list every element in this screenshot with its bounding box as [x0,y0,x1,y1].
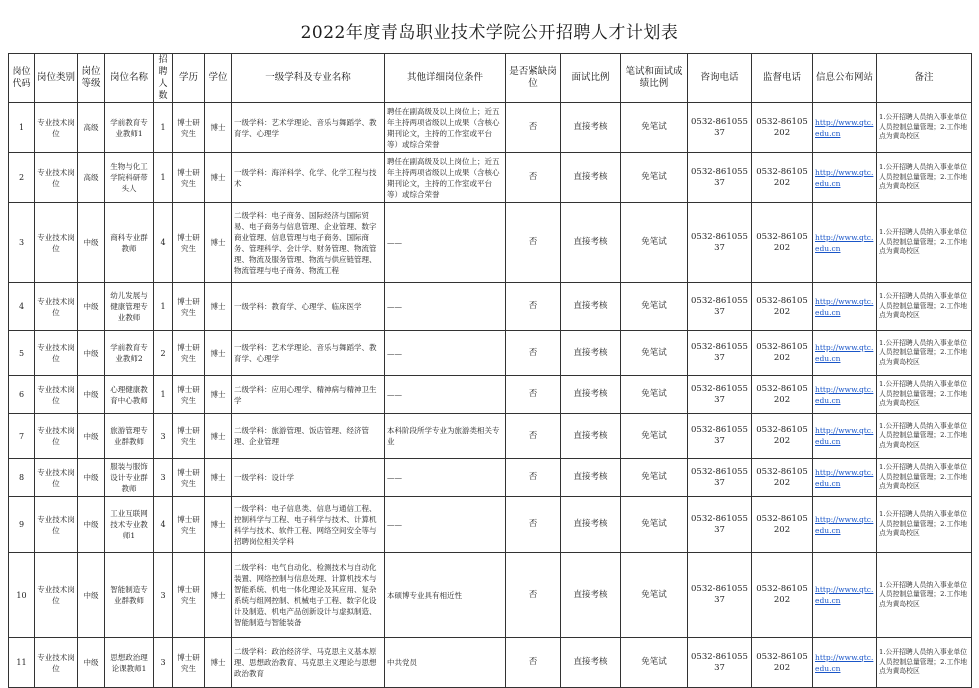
row-conditions: 本科阶段所学专业为旅游类相关专业 [385,414,506,459]
row-degree: 博士 [205,497,232,553]
table-row [9,376,972,414]
row-website-link [813,553,877,638]
row-score-ratio: 免笔试 [621,103,688,153]
row-supervise-phone: 0532-86105202 [752,553,813,638]
row-interview-ratio: 直接考核 [561,103,621,153]
header-interview-ratio: 面试比例 [561,54,621,103]
row-education: 博士研究生 [173,553,205,638]
row-score-ratio: 免笔试 [621,153,688,203]
row-website-link [813,331,877,376]
row-conditions: —— [385,376,506,414]
row-code: 11 [9,638,35,688]
website-link[interactable]: http://www.qtc.edu.cn [815,117,874,138]
row-education: 博士研究生 [173,414,205,459]
row-level: 中级 [78,638,105,688]
row-website-link [813,638,877,688]
row-name: 商科专业群教师 [105,203,154,283]
row-conditions: 聘任在副高级及以上岗位上；近五年主持两项省级以上成果（含核心期刊论文，主持的工作室或平台等）或综合荣誉 [385,103,506,153]
row-phone: 0532-86105537 [688,553,752,638]
row-remarks: 1.公开招聘人员纳入事业单位人员控制总量管理；2.工作地点为黄岛校区 [877,459,972,497]
row-code: 10 [9,553,35,638]
row-shortage: 否 [506,459,561,497]
row-website-link [813,414,877,459]
row-supervise-phone: 0532-86105202 [752,331,813,376]
row-website-link [813,376,877,414]
row-interview-ratio: 直接考核 [561,153,621,203]
row-name: 学前教育专业教师2 [105,331,154,376]
row-major: 一级学科：教育学、心理学、临床医学 [232,283,385,331]
row-education: 博士研究生 [173,103,205,153]
row-interview-ratio: 直接考核 [561,331,621,376]
row-major: 二级学科：电子商务、国际经济与国际贸易、电子商务与信息管理、企业管理、数字商业管理、信息管理与电子商务、国际商务、管理科学、会计学、财务管理、物流管理、物流及服务管理、物流与供应链管理、物流管理与电子商务、物流工程 [232,203,385,283]
row-education: 博士研究生 [173,331,205,376]
row-shortage: 否 [506,497,561,553]
row-category: 专业技术岗位 [35,376,78,414]
row-conditions: —— [385,283,506,331]
header-website: 信息公布网站 [813,54,877,103]
website-link[interactable]: http://www.qtc.edu.cn [815,514,874,535]
table-row [9,203,972,283]
row-category: 专业技术岗位 [35,414,78,459]
table-row [9,331,972,376]
row-code: 5 [9,331,35,376]
row-level: 中级 [78,414,105,459]
row-interview-ratio: 直接考核 [561,203,621,283]
header-supervise-phone: 监督电话 [752,54,813,103]
row-major: 一级学科：电子信息类、信息与通信工程、控制科学与工程、电子科学与技术、计算机科学与技术、软件工程、网络空间安全等与招聘岗位相关学科 [232,497,385,553]
website-link[interactable]: http://www.qtc.edu.cn [815,232,874,253]
row-code: 3 [9,203,35,283]
row-remarks: 1.公开招聘人员纳入事业单位人员控制总量管理；2.工作地点为黄岛校区 [877,553,972,638]
website-link[interactable]: http://www.qtc.edu.cn [815,343,874,363]
row-major: 一级学科：艺术学理论、音乐与舞蹈学、教育学、心理学 [232,331,385,376]
row-remarks: 1.公开招聘人员纳入事业单位人员控制总量管理；2.工作地点为黄岛校区 [877,153,972,203]
row-interview-ratio: 直接考核 [561,376,621,414]
row-phone: 0532-86105537 [688,203,752,283]
row-degree: 博士 [205,203,232,283]
row-score-ratio: 免笔试 [621,283,688,331]
row-degree: 博士 [205,376,232,414]
row-education: 博士研究生 [173,203,205,283]
row-category: 专业技术岗位 [35,153,78,203]
row-conditions: 中共党员 [385,638,506,688]
row-name: 服装与服饰设计专业群教师 [105,459,154,497]
header-shortage: 是否紧缺岗位 [506,54,561,103]
row-count: 1 [154,376,173,414]
row-supervise-phone: 0532-86105202 [752,203,813,283]
row-phone: 0532-86105537 [688,376,752,414]
row-degree: 博士 [205,331,232,376]
row-interview-ratio: 直接考核 [561,638,621,688]
row-level: 中级 [78,497,105,553]
row-shortage: 否 [506,103,561,153]
row-code: 6 [9,376,35,414]
row-phone: 0532-86105537 [688,331,752,376]
row-level: 中级 [78,553,105,638]
row-name: 生物与化工学院科研带头人 [105,153,154,203]
row-score-ratio: 免笔试 [621,414,688,459]
row-major: 二级学科：应用心理学、精神病与精神卫生学 [232,376,385,414]
row-phone: 0532-86105537 [688,497,752,553]
row-remarks: 1.公开招聘人员纳入事业单位人员控制总量管理；2.工作地点为黄岛校区 [877,103,972,153]
header-category: 岗位类别 [35,54,78,103]
header-score-ratio: 笔试和面试成绩比例 [621,54,688,103]
row-major: 一级学科：海洋科学、化学、化学工程与技术 [232,153,385,203]
row-degree: 博士 [205,553,232,638]
row-code: 8 [9,459,35,497]
row-major: 二级学科：旅游管理、饭店管理、经济管理、企业管理 [232,414,385,459]
header-education: 学历 [173,54,205,103]
website-link[interactable]: http://www.qtc.edu.cn [815,296,874,317]
row-degree: 博士 [205,414,232,459]
row-degree: 博士 [205,153,232,203]
row-code: 1 [9,103,35,153]
row-supervise-phone: 0532-86105202 [752,376,813,414]
row-score-ratio: 免笔试 [621,331,688,376]
row-major: 二级学科：电气自动化、检测技术与自动化装置、网络控制与信息处理、计算机技术与智能系统、机电一体化理论及其应用、复杂系统与组网控制、机械电子工程、数字化设计及制造、机电产品创新设计与虚拟制造、智能制造与智能装备 [232,553,385,638]
row-degree: 博士 [205,283,232,331]
row-phone: 0532-86105537 [688,414,752,459]
row-interview-ratio: 直接考核 [561,553,621,638]
row-name: 学前教育专业教师1 [105,103,154,153]
row-remarks: 1.公开招聘人员纳入事业单位人员控制总量管理；2.工作地点为黄岛校区 [877,497,972,553]
header-conditions: 其他详细岗位条件 [385,54,506,103]
row-degree: 博士 [205,459,232,497]
row-degree: 博士 [205,638,232,688]
row-interview-ratio: 直接考核 [561,497,621,553]
table-row [9,553,972,638]
website-link[interactable]: http://www.qtc.edu.cn [815,585,874,605]
row-code: 2 [9,153,35,203]
row-level: 中级 [78,283,105,331]
row-remarks: 1.公开招聘人员纳入事业单位人员控制总量管理；2.工作地点为黄岛校区 [877,414,972,459]
website-link[interactable]: http://www.qtc.edu.cn [815,384,874,405]
row-category: 专业技术岗位 [35,497,78,553]
row-count: 3 [154,414,173,459]
row-phone: 0532-86105537 [688,459,752,497]
row-remarks: 1.公开招聘人员纳入事业单位人员控制总量管理；2.工作地点为黄岛校区 [877,203,972,283]
header-phone: 咨询电话 [688,54,752,103]
row-website-link [813,203,877,283]
row-conditions: —— [385,497,506,553]
row-code: 4 [9,283,35,331]
header-count: 招聘人数 [154,54,173,103]
row-interview-ratio: 直接考核 [561,283,621,331]
row-name: 心理健康教育中心教师 [105,376,154,414]
row-supervise-phone: 0532-86105202 [752,283,813,331]
recruitment-table [8,53,972,688]
table-row [9,497,972,553]
row-supervise-phone: 0532-86105202 [752,153,813,203]
row-count: 2 [154,331,173,376]
row-remarks: 1.公开招聘人员纳入事业单位人员控制总量管理；2.工作地点为黄岛校区 [877,376,972,414]
row-level: 中级 [78,459,105,497]
row-count: 4 [154,497,173,553]
table-row [9,414,972,459]
table-row [9,459,972,497]
row-count: 3 [154,553,173,638]
header-degree: 学位 [205,54,232,103]
table-row [9,153,972,203]
row-supervise-phone: 0532-86105202 [752,103,813,153]
row-education: 博士研究生 [173,283,205,331]
row-website-link [813,497,877,553]
row-category: 专业技术岗位 [35,283,78,331]
row-category: 专业技术岗位 [35,638,78,688]
row-level: 中级 [78,376,105,414]
row-shortage: 否 [506,414,561,459]
row-shortage: 否 [506,153,561,203]
row-level: 中级 [78,331,105,376]
row-count: 4 [154,203,173,283]
row-shortage: 否 [506,331,561,376]
header-level: 岗位等级 [78,54,105,103]
row-score-ratio: 免笔试 [621,553,688,638]
row-name: 智能制造专业群教师 [105,553,154,638]
row-phone: 0532-86105537 [688,153,752,203]
header-code: 岗位代码 [9,54,35,103]
row-count: 3 [154,459,173,497]
row-conditions: 本硕博专业具有相近性 [385,553,506,638]
header-row [9,54,972,103]
row-shortage: 否 [506,283,561,331]
row-degree: 博士 [205,103,232,153]
row-code: 9 [9,497,35,553]
header-remarks: 备注 [877,54,972,103]
row-website-link [813,153,877,203]
row-education: 博士研究生 [173,153,205,203]
row-major: 一级学科：设计学 [232,459,385,497]
row-website-link [813,283,877,331]
website-link[interactable]: http://www.qtc.edu.cn [815,167,874,188]
row-supervise-phone: 0532-86105202 [752,638,813,688]
row-category: 专业技术岗位 [35,331,78,376]
row-level: 高级 [78,153,105,203]
row-supervise-phone: 0532-86105202 [752,497,813,553]
website-link[interactable]: http://www.qtc.edu.cn [815,426,874,446]
row-level: 中级 [78,203,105,283]
row-education: 博士研究生 [173,638,205,688]
row-category: 专业技术岗位 [35,103,78,153]
row-score-ratio: 免笔试 [621,638,688,688]
row-score-ratio: 免笔试 [621,203,688,283]
row-remarks: 1.公开招聘人员纳入事业单位人员控制总量管理；2.工作地点为黄岛校区 [877,283,972,331]
row-category: 专业技术岗位 [35,203,78,283]
row-shortage: 否 [506,376,561,414]
row-level: 高级 [78,103,105,153]
row-major: 一级学科：艺术学理论、音乐与舞蹈学、教育学、心理学 [232,103,385,153]
row-score-ratio: 免笔试 [621,376,688,414]
row-remarks: 1.公开招聘人员纳入事业单位人员控制总量管理；2.工作地点为黄岛校区 [877,331,972,376]
row-count: 1 [154,283,173,331]
row-interview-ratio: 直接考核 [561,414,621,459]
row-shortage: 否 [506,203,561,283]
page-title: 2022年度青岛职业技术学院公开招聘人才计划表 [300,23,679,43]
row-count: 3 [154,638,173,688]
row-name: 旅游管理专业群教师 [105,414,154,459]
row-major: 二级学科：政治经济学、马克思主义基本原理、思想政治教育、马克思主义理论与思想政治教育 [232,638,385,688]
row-category: 专业技术岗位 [35,553,78,638]
row-conditions: 聘任在副高级及以上岗位上；近五年主持两项省级以上成果（含核心期刊论文，主持的工作室或平台等）或综合荣誉 [385,153,506,203]
row-name: 工业互联网技术专业教师1 [105,497,154,553]
row-supervise-phone: 0532-86105202 [752,459,813,497]
row-name: 思想政治理论课教师1 [105,638,154,688]
row-education: 博士研究生 [173,459,205,497]
row-name: 幼儿发展与健康管理专业教师 [105,283,154,331]
row-phone: 0532-86105537 [688,103,752,153]
website-link[interactable]: http://www.qtc.edu.cn [815,652,874,673]
row-code: 7 [9,414,35,459]
row-count: 1 [154,153,173,203]
row-education: 博士研究生 [173,376,205,414]
row-score-ratio: 免笔试 [621,459,688,497]
row-conditions: —— [385,331,506,376]
header-major: 一级学科及专业名称 [232,54,385,103]
row-count: 1 [154,103,173,153]
website-link[interactable]: http://www.qtc.edu.cn [815,467,874,488]
row-remarks: 1.公开招聘人员纳入事业单位人员控制总量管理；2.工作地点为黄岛校区 [877,638,972,688]
row-website-link [813,459,877,497]
row-interview-ratio: 直接考核 [561,459,621,497]
table-row [9,283,972,331]
row-shortage: 否 [506,638,561,688]
row-website-link [813,103,877,153]
row-conditions: —— [385,203,506,283]
row-category: 专业技术岗位 [35,459,78,497]
table-row [9,103,972,153]
row-conditions: —— [385,459,506,497]
row-shortage: 否 [506,553,561,638]
row-supervise-phone: 0532-86105202 [752,414,813,459]
row-score-ratio: 免笔试 [621,497,688,553]
row-phone: 0532-86105537 [688,283,752,331]
table-row [9,638,972,688]
header-name: 岗位名称 [105,54,154,103]
row-education: 博士研究生 [173,497,205,553]
row-phone: 0532-86105537 [688,638,752,688]
